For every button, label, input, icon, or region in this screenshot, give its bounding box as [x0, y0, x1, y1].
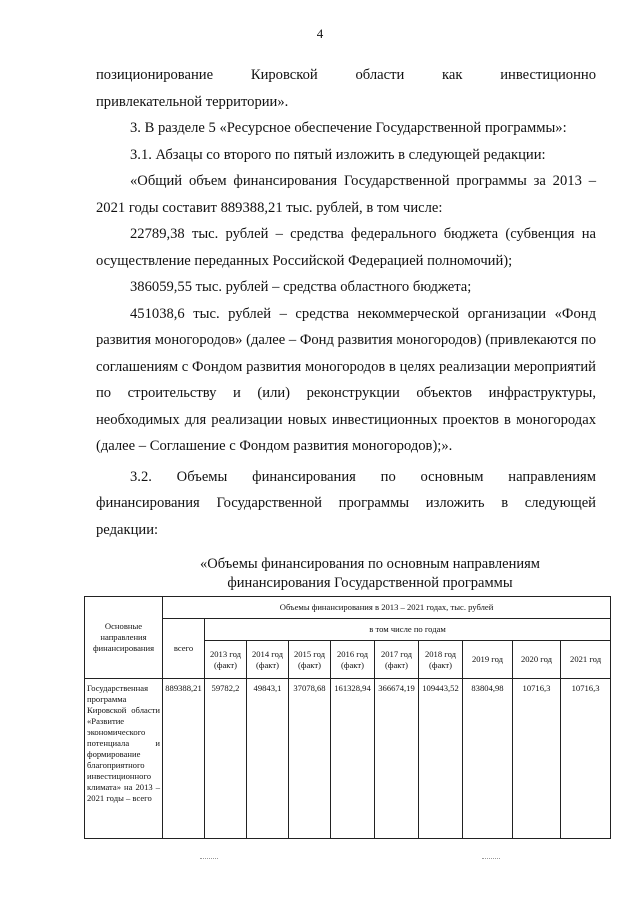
row-value: 10716,3: [561, 679, 611, 839]
table-row: [85, 679, 611, 839]
paragraph: «Общий объем финансирования Государственной программы за 2013 – 2021 годы составит 889388,21 тыс. рублей, в том числе:: [96, 173, 596, 216]
row-value: 161328,94: [331, 679, 375, 839]
document-body: [96, 62, 596, 543]
row-value: 10716,3: [513, 679, 561, 839]
table-title-line: «Объемы финансирования по основным направлениям: [200, 556, 540, 572]
header-total: всего: [163, 619, 205, 679]
row-value: 59782,2: [205, 679, 247, 839]
paragraph: 3. В разделе 5 «Ресурсное обеспечение Государственной программы»:: [130, 120, 567, 136]
header-year: 2015 год (факт): [289, 641, 331, 679]
paragraph: 3.2. Объемы финансирования по основным направлениям финансирования Государственной программы изложить в следующей редакции:: [96, 468, 596, 538]
row-total: 889388,21: [163, 679, 205, 839]
row-value: 366674,19: [375, 679, 419, 839]
row-name: Государственная программа Кировской области «Развитие экономического потенциала и формирование благоприятного инвестиционного климата» на 2013 – 2021 годы – всего: [85, 679, 163, 839]
table-title-line: финансирования Государственной программы: [227, 575, 513, 591]
row-value: 83804,98: [463, 679, 513, 839]
table-header-row: [85, 597, 611, 619]
paragraph: 22789,38 тыс. рублей – средства федерального бюджета (субвенция на осуществление переданных Российской Федерацией полномочий);: [96, 226, 596, 269]
table-header-row: [85, 619, 611, 641]
header-year: 2017 год (факт): [375, 641, 419, 679]
scan-mark: [200, 858, 218, 859]
header-year: 2014 год (факт): [247, 641, 289, 679]
table-title: [160, 555, 580, 593]
row-value: 37078,68: [289, 679, 331, 839]
header-year: 2018 год (факт): [419, 641, 463, 679]
header-year: 2020 год: [513, 641, 561, 679]
header-by-years: в том числе по годам: [205, 619, 611, 641]
row-value: 49843,1: [247, 679, 289, 839]
scan-marks: [0, 858, 640, 868]
header-year: 2021 год: [561, 641, 611, 679]
scan-mark: [482, 858, 500, 859]
page-number: 4: [316, 26, 324, 41]
header-year: 2013 год (факт): [205, 641, 247, 679]
paragraph-line: привлекательной территории».: [96, 93, 289, 110]
header-year: 2019 год: [463, 641, 513, 679]
row-value: 109443,52: [419, 679, 463, 839]
paragraph: 451038,6 тыс. рублей – средства некоммерческой организации «Фонд развития моногородов» (далее – Фонд развития моногородов) (привлекаются по соглашениям с Фондом развития моногородов в целях реализации мероприятий по строительству и (или) реконструкции объектов инфраструктуры, необходимых для реализации новых инвестиционных проектов в моногородах (далее – Соглашение с Фондом развития моногородов);».: [96, 305, 596, 454]
header-financing-volumes: Объемы финансирования в 2013 – 2021 годах, тыс. рублей: [163, 597, 611, 619]
financing-table: [84, 596, 611, 839]
paragraph-line: позиционирование Кировской области как инвестиционно: [96, 67, 596, 83]
header-year: 2016 год (факт): [331, 641, 375, 679]
header-directions: Основные направления финансирования: [85, 597, 163, 679]
financing-table-wrapper: [84, 596, 611, 839]
paragraph: 3.1. Абзацы со второго по пятый изложить в следующей редакции:: [130, 146, 546, 163]
paragraph: 386059,55 тыс. рублей – средства областного бюджета;: [130, 279, 472, 295]
